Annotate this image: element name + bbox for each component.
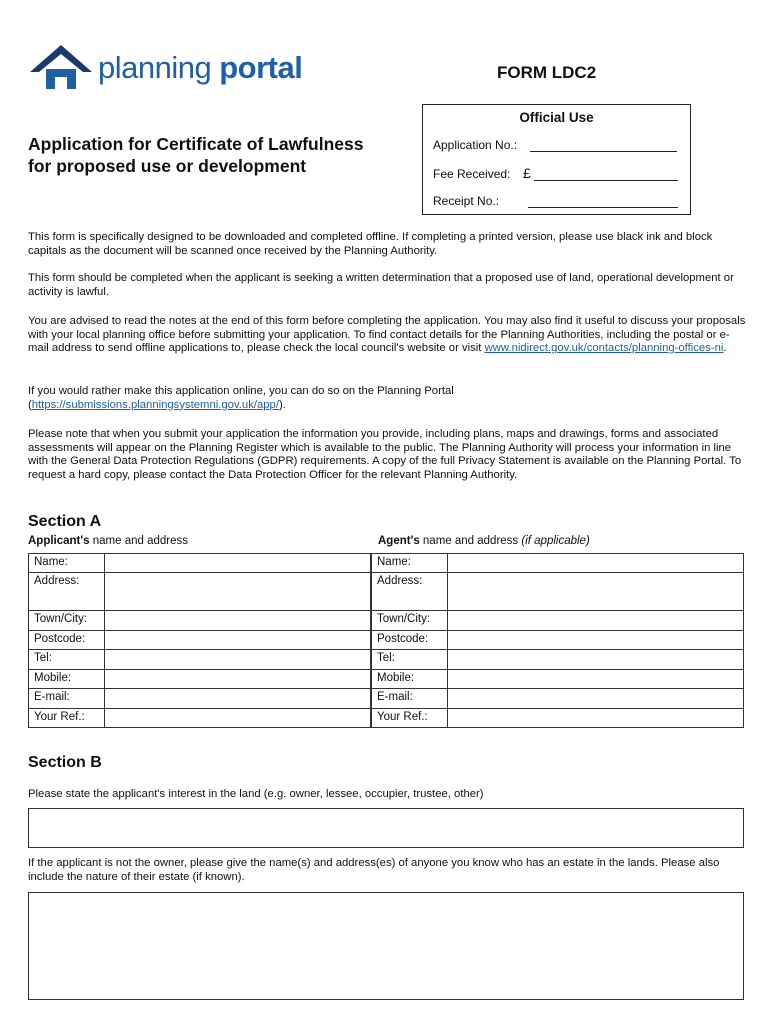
official-use-title: Official Use — [519, 110, 594, 125]
applicant-column-heading — [28, 535, 188, 547]
agent-column-heading — [378, 535, 590, 547]
agent-town-label: Town/City: — [372, 611, 448, 631]
agent-ref-field[interactable] — [448, 709, 744, 728]
official-use-box — [422, 104, 691, 215]
agent-email-field[interactable] — [448, 689, 744, 709]
application-no-label: Application No.: — [433, 138, 518, 152]
agent-heading-bold: Agent's — [378, 535, 420, 547]
applicant-heading-rest: name and address — [89, 535, 188, 547]
applicant-postcode-field[interactable] — [105, 631, 371, 650]
intro-paragraph-2: This form should be completed when the applicant is seeking a written determination that a proposed use of land, operational development or activity is lawful. — [28, 272, 734, 298]
agent-heading-italic: (if applicable) — [521, 535, 590, 547]
intro-paragraph-3 — [28, 315, 746, 356]
applicant-mobile-field[interactable] — [105, 670, 371, 689]
section-a-heading: Section A — [28, 513, 102, 530]
receipt-no-label: Receipt No.: — [433, 194, 500, 208]
applicant-address-label: Address: — [29, 573, 105, 611]
applicant-address-field[interactable] — [105, 573, 371, 611]
applicant-heading-bold: Applicant's — [28, 535, 90, 547]
receipt-no-line[interactable] — [528, 207, 678, 208]
section-b-question-2: If the applicant is not the owner, please give the name(s) and address(es) of anyone you know who has an estate in the lands. Please also include the nature of their estate (if known). — [28, 857, 720, 883]
fee-currency: £ — [523, 165, 531, 181]
agent-name-field[interactable] — [448, 554, 744, 573]
applicant-ref-field[interactable] — [105, 709, 371, 728]
agent-table — [371, 553, 744, 728]
agent-address-field[interactable] — [448, 573, 744, 611]
fee-received-label: Fee Received: — [433, 167, 511, 181]
applicant-table — [28, 553, 371, 728]
agent-postcode-field[interactable] — [448, 631, 744, 650]
applicant-ref-label: Your Ref.: — [29, 709, 105, 728]
section-b-question-1: Please state the applicant's interest in the land (e.g. owner, lessee, occupier, trustee, other) — [28, 788, 484, 800]
page-title: Application for Certificate of Lawfulness for proposed use or development — [28, 134, 364, 176]
agent-name-label: Name: — [372, 554, 448, 573]
agent-address-label: Address: — [372, 573, 448, 611]
logo-text-portal: portal — [219, 49, 303, 85]
form-id: FORM LDC2 — [497, 63, 597, 82]
applicant-tel-field[interactable] — [105, 650, 371, 670]
intro-paragraph-4 — [28, 385, 746, 412]
estate-holders-textbox[interactable] — [28, 892, 744, 1000]
agent-mobile-field[interactable] — [448, 670, 744, 689]
agent-tel-label: Tel: — [372, 650, 448, 670]
intro-paragraph-4-text: If you would rather make this application online, you can do so on the Planning Portal — [28, 385, 454, 397]
planning-portal-link[interactable]: https://submissions.planningsystemni.gov.uk/app/ — [31, 398, 279, 411]
intro-paragraph-3-end: . — [723, 342, 727, 355]
applicant-tel-label: Tel: — [29, 650, 105, 670]
applicant-town-label: Town/City: — [29, 611, 105, 631]
intro-paragraph-4-open: ( — [28, 398, 32, 411]
agent-email-label: E-mail: — [372, 689, 448, 709]
section-b-heading: Section B — [28, 754, 102, 771]
applicant-interest-textbox[interactable] — [28, 808, 744, 848]
agent-mobile-label: Mobile: — [372, 670, 448, 689]
applicant-name-label: Name: — [29, 554, 105, 573]
fee-received-line[interactable] — [534, 180, 678, 181]
planning-portal-logo — [28, 42, 302, 92]
application-no-line[interactable] — [530, 151, 677, 152]
logo-text-planning: planning — [98, 49, 212, 85]
agent-town-field[interactable] — [448, 611, 744, 631]
applicant-postcode-label: Postcode: — [29, 631, 105, 650]
applicant-mobile-label: Mobile: — [29, 670, 105, 689]
intro-paragraph-1: This form is specifically designed to be downloaded and completed offline. If completing a printed version, please use black ink and block capitals as the document will be scanned once received by the Planning Authority. — [28, 231, 713, 257]
applicant-email-field[interactable] — [105, 689, 371, 709]
agent-heading-rest: name and address — [419, 535, 522, 547]
applicant-town-field[interactable] — [105, 611, 371, 631]
applicant-name-field[interactable] — [105, 554, 371, 573]
agent-tel-field[interactable] — [448, 650, 744, 670]
applicant-email-label: E-mail: — [29, 689, 105, 709]
intro-paragraph-5: Please note that when you submit your application the information you provide, including plans, maps and drawings, forms and associated assessments will appear on the Planning Register which is available to the public. The Planning Authority will process your information in line with the General Data Protection Regulations (GDPR) requirements. A copy of the full Privacy Statement is available on the Planning Portal. To request a hard copy, please contact the Data Protection Officer for the relevant Planning Authority. — [28, 428, 742, 481]
agent-postcode-label: Postcode: — [372, 631, 448, 650]
house-icon — [28, 42, 94, 92]
intro-paragraph-3-text: You are advised to read the notes at the end of this form before completing the application. You may also find it useful to discuss your proposals with your local planning office before submitting your application. To find contact details for the Planning Authorities, including the postal or e-mail address to send offline applications to, please check the local council's website or visit — [28, 315, 746, 355]
nidirect-link[interactable]: www.nidirect.gov.uk/contacts/planning-offices-ni — [484, 342, 724, 355]
intro-paragraph-4-end: ). — [278, 398, 286, 411]
agent-ref-label: Your Ref.: — [372, 709, 448, 728]
